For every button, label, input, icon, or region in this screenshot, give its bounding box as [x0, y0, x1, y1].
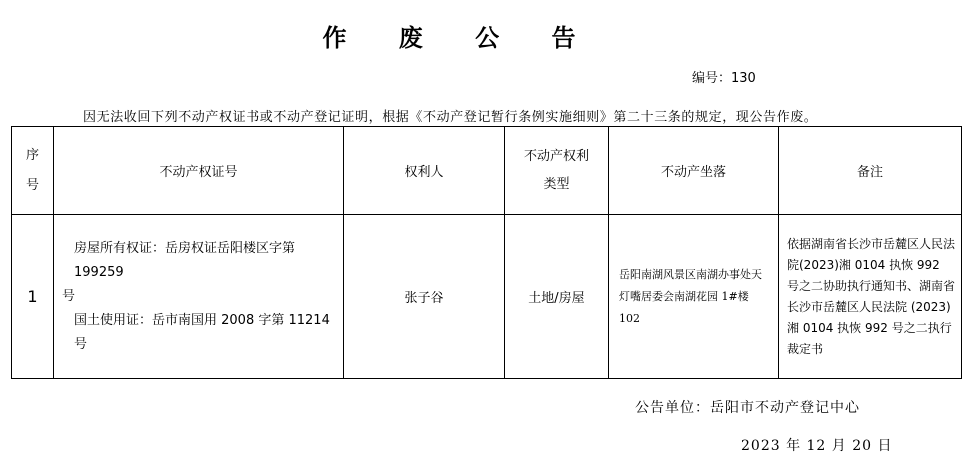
header-remarks: 备注 [779, 127, 962, 215]
notice-title: 作 废 公 告 [322, 24, 598, 52]
header-holder: 权利人 [344, 127, 505, 215]
table-header-row [12, 127, 962, 215]
header-type-line1: 不动产权利 [523, 148, 589, 164]
row-location: 岳阳南湖风景区南湖办事处天灯嘴居委会南湖花园 1#楼 102 [609, 215, 779, 379]
house-ownership-cert-cont: 号 [62, 288, 76, 304]
header-location: 不动产坐落 [609, 127, 779, 215]
row-seq: 1 [12, 215, 54, 379]
header-cert-no: 不动产权证号 [54, 127, 344, 215]
land-use-cert: 国土使用证：岳市南国用 2008 字第 11214 号 [74, 312, 330, 352]
void-certificate-table [11, 126, 962, 379]
row-holder: 张子谷 [344, 215, 505, 379]
row-cert-no [54, 215, 344, 379]
header-type [505, 127, 609, 215]
issuing-unit: 公告单位：岳阳市不动产登记中心 [635, 400, 860, 416]
row-remarks: 依据湖南省长沙市岳麓区人民法院(2023)湘 0104 执恢 992 号之二协助执行通知书、湖南省长沙市岳麓区人民法院 (2023) 湘 0104 执恢 992 号之二执行裁定书 [779, 215, 962, 379]
issue-date: 2023 年 12 月 20 日 [741, 438, 893, 454]
header-seq-line2: 号 [25, 177, 39, 193]
table-row [12, 215, 962, 379]
notice-intro: 因无法收回下列不动产权证书或不动产登记证明，根据《不动产登记暂行条例实施细则》第二十三条的规定，现公告作废。 [83, 110, 818, 125]
row-type: 土地/房屋 [505, 215, 609, 379]
header-seq-line1: 序 [25, 147, 39, 163]
header-seq [12, 127, 54, 215]
header-type-line2: 类型 [543, 176, 570, 192]
house-ownership-cert: 房屋所有权证：岳房权证岳阳楼区字第 199259 [74, 240, 296, 280]
document-number: 编号：130 [692, 71, 756, 86]
